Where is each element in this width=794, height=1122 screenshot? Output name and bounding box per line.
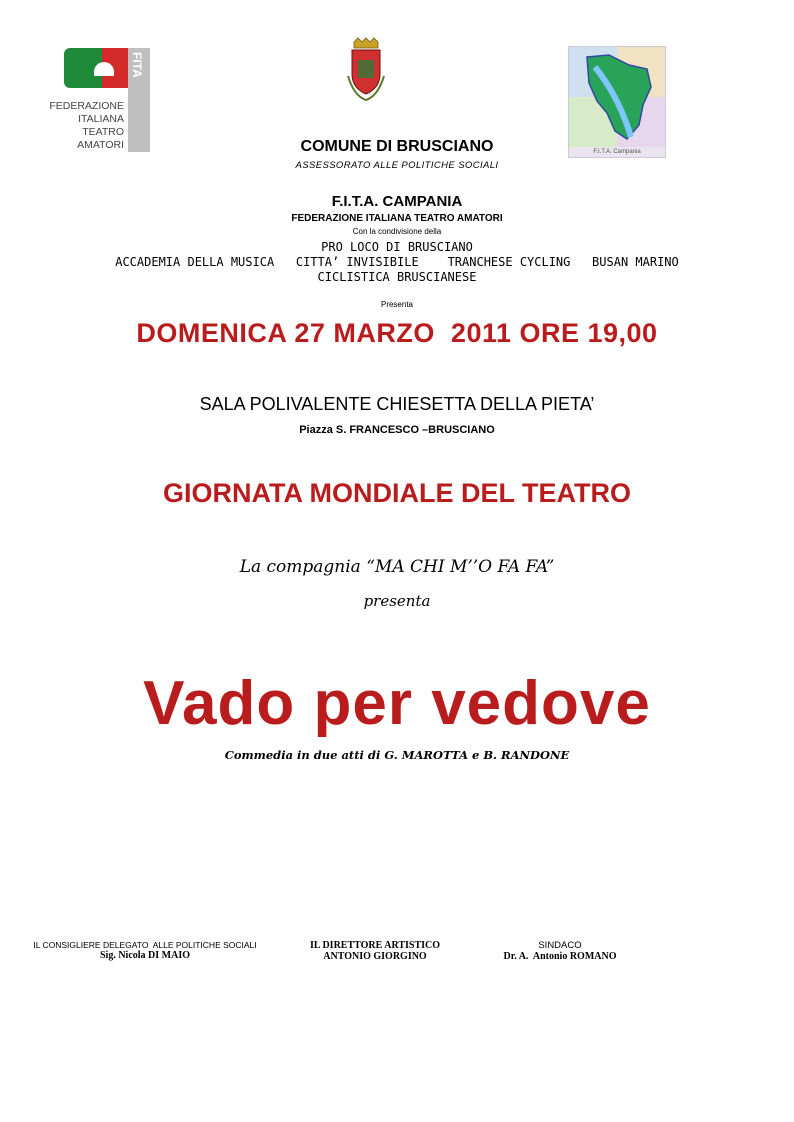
partners-line: ACCADEMIA DELLA MUSICA CITTA’ INVISIBILE TRANCHESE CYCLING BUSAN MARINO xyxy=(115,255,679,269)
condivisione-text: Con la condivisione della xyxy=(352,227,442,236)
signature-role: SINDACO xyxy=(538,940,582,951)
fita-campania-title: F.I.T.A. CAMPANIA xyxy=(331,193,463,210)
signature-direttore xyxy=(290,940,460,962)
signature-name: ANTONIO GIORGINO xyxy=(323,951,427,962)
partners-line: PRO LOCO DI BRUSCIANO xyxy=(321,240,473,254)
fita-logo-line: AMATORI xyxy=(77,139,124,151)
presenta-small: Presenta xyxy=(380,300,414,309)
event-date: DOMENICA 27 MARZO 2011 ORE 19,00 xyxy=(136,318,658,348)
event-occasion: GIORNATA MONDIALE DEL TEATRO xyxy=(163,478,631,508)
play-subtitle: Commedia in due atti di G. MAROTTA e B. RANDONE xyxy=(224,748,570,762)
event-venue: SALA POLIVALENTE CHIESETTA DELLA PIETA’ xyxy=(199,394,595,414)
play-title: Vado per vedove xyxy=(143,669,651,738)
fita-logo-line: ITALIANA xyxy=(78,113,124,125)
signature-sindaco xyxy=(480,940,640,962)
presenta-line: presenta xyxy=(363,592,431,610)
federazione-subtitle: FEDERAZIONE ITALIANA TEATRO AMATORI xyxy=(291,213,503,224)
partners-block xyxy=(0,240,794,285)
signature-role: IL CONSIGLIERE DELEGATO ALLE POLITICHE SOCIALI xyxy=(33,940,257,950)
signature-name: Sig. Nicola DI MAIO xyxy=(100,950,190,961)
company-line: La compagnia “MA CHI M’’O FA FA” xyxy=(239,557,555,577)
campania-map-icon xyxy=(569,47,665,147)
fita-logo-line: FEDERAZIONE xyxy=(49,100,124,112)
fita-mask-icon xyxy=(94,62,114,76)
event-address: Piazza S. FRANCESCO –BRUSCIANO xyxy=(299,424,495,436)
fita-logo-line: TEATRO xyxy=(82,126,124,138)
partners-line: CICLISTICA BRUSCIANESE xyxy=(317,270,477,284)
signature-consigliere xyxy=(20,940,270,961)
signature-role: IL DIRETTORE ARTISTICO xyxy=(309,940,441,951)
signature-name: Dr. A. Antonio ROMANO xyxy=(503,951,617,962)
fita-logo-bar-text: FITA xyxy=(130,52,144,78)
comune-title: COMUNE DI BRUSCIANO xyxy=(300,138,494,155)
coat-of-arms-icon xyxy=(344,36,388,102)
assessorato-subtitle: ASSESSORATO ALLE POLITICHE SOCIALI xyxy=(295,160,499,171)
fita-campania-caption: F.I.T.A. Campania xyxy=(593,149,641,155)
